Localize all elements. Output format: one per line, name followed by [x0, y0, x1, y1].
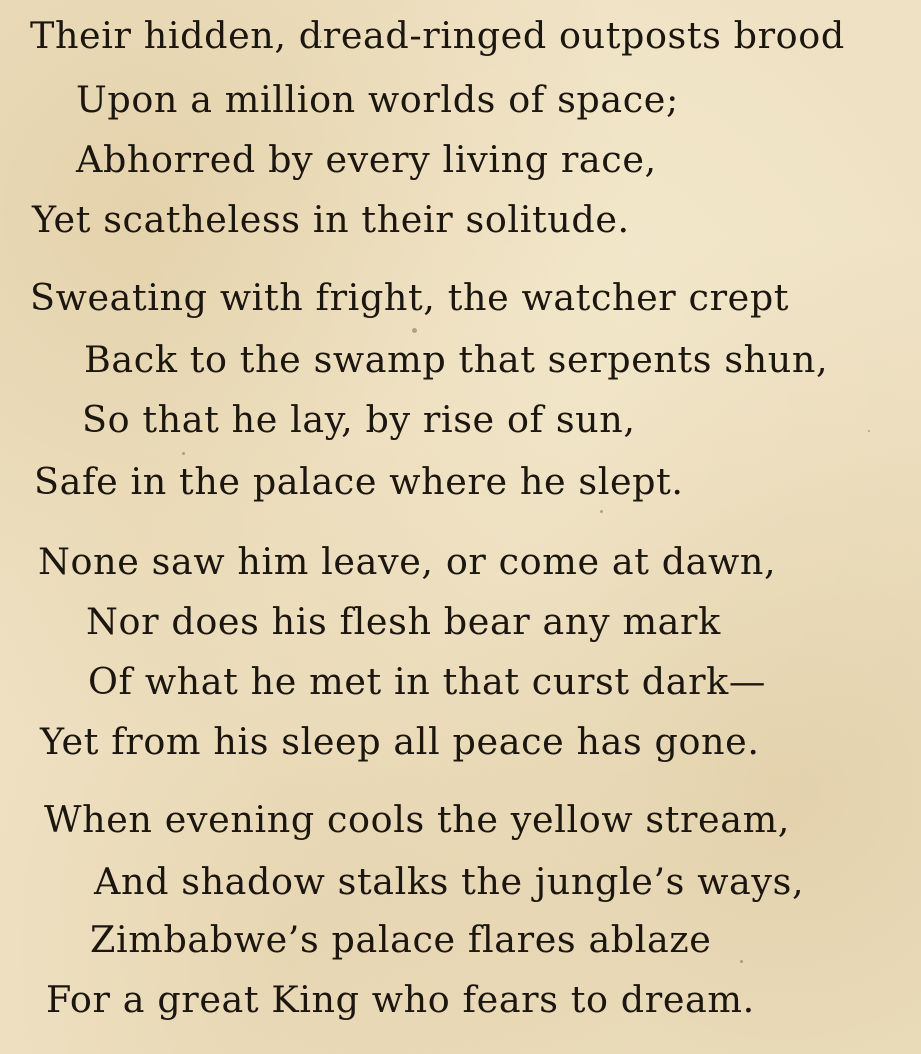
- poem-line: Yet scatheless in their solitude.: [32, 198, 630, 241]
- poem-line: Sweating with fright, the watcher crept: [30, 276, 790, 319]
- poem-line: Nor does his flesh bear any mark: [86, 600, 721, 643]
- poem-line: Their hidden, dread-ringed outposts brood: [30, 14, 845, 57]
- poem-line: Zimbabwe’s palace flares ablaze: [90, 918, 712, 961]
- paper-speck: [600, 510, 603, 513]
- paper-speck: [868, 430, 870, 432]
- poem-line: Back to the swamp that serpents shun,: [84, 338, 829, 381]
- poem-line: Yet from his sleep all peace has gone.: [40, 720, 760, 763]
- poem-line: When evening cools the yellow stream,: [44, 798, 790, 841]
- paper-speck: [740, 960, 743, 963]
- paper-speck: [412, 328, 417, 333]
- poem-line: Abhorred by every living race,: [76, 138, 657, 181]
- paper-speck: [320, 40, 322, 42]
- poem-line: And shadow stalks the jungle’s ways,: [94, 860, 805, 903]
- poem-line: For a great King who fears to dream.: [46, 978, 755, 1021]
- poem-line: None saw him leave, or come at dawn,: [38, 540, 777, 583]
- poem-line: So that he lay, by rise of sun,: [82, 398, 636, 441]
- poem-line: Safe in the palace where he slept.: [34, 460, 684, 503]
- poem-line: Of what he met in that curst dark—: [88, 660, 766, 703]
- paper-speck: [182, 452, 185, 455]
- poem-line: Upon a million worlds of space;: [76, 78, 679, 121]
